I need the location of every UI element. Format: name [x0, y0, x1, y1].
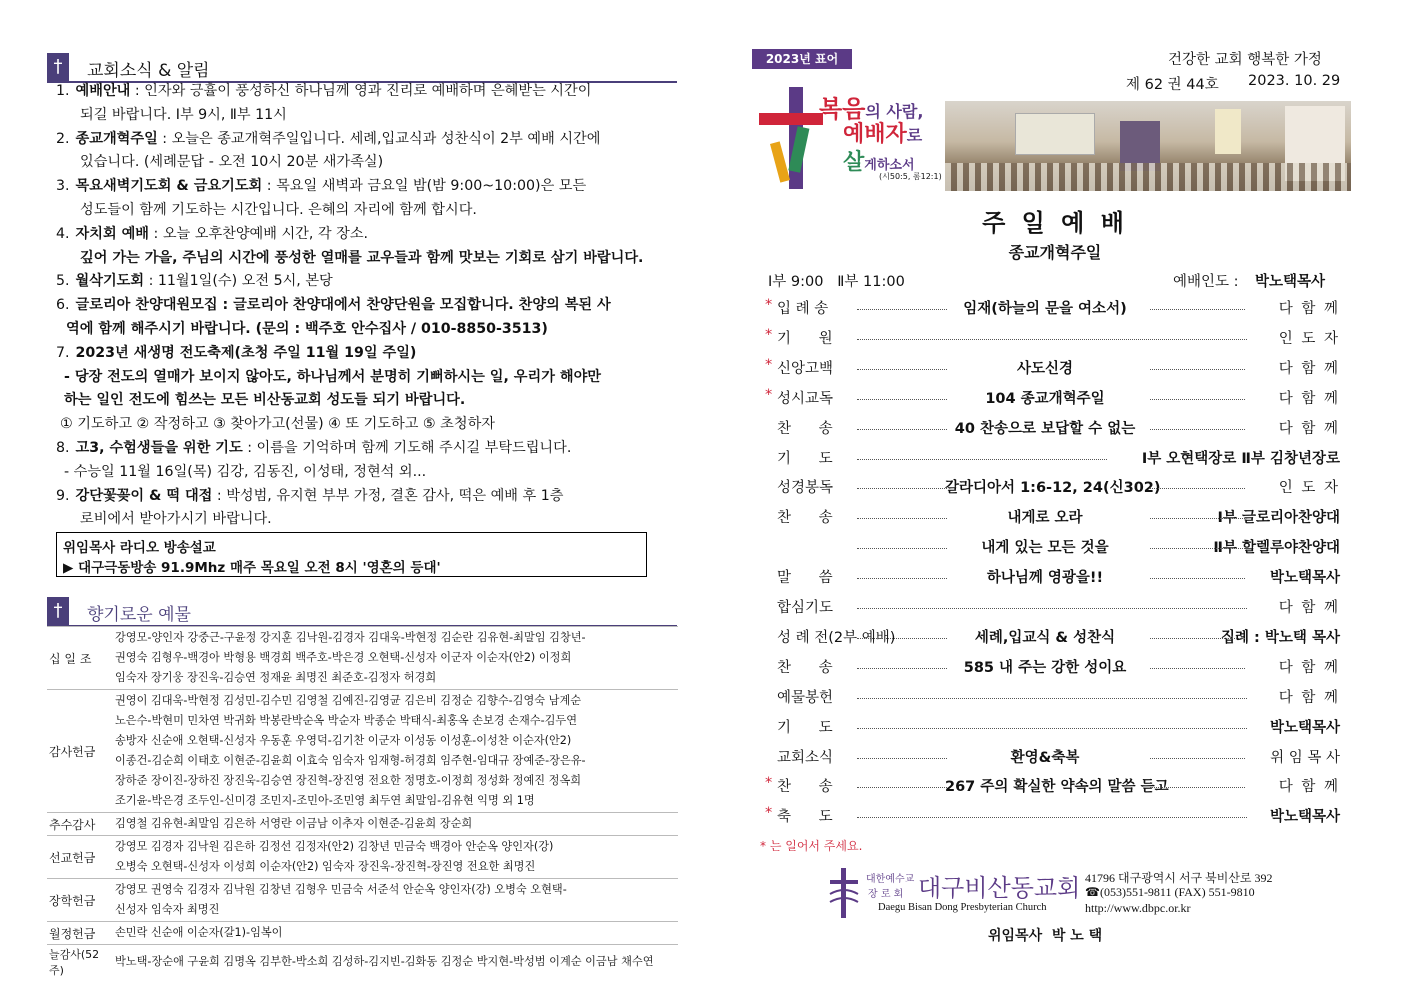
notice-text: : 목요일 새벽과 금요일 밤(밤 9:00~10:00)은 모든: [262, 178, 587, 195]
order-who: 집례 : 박노택 목사: [1221, 629, 1340, 646]
offering-row: [47, 836, 678, 879]
offering-name-line: 노은수-박현미 민차연 박귀화 박봉란박순옥 박순자 박종순 박태식-최홍옥 손보경 손재수-김두연: [115, 714, 578, 727]
stand-mark: *: [765, 297, 773, 313]
order-who: Ⅱ부 할렐루야찬양대: [1213, 540, 1340, 557]
offering-name-line: 권영이 김대욱-박현정 김성민-김수민 김영철 김예진-김영균 김은비 김정순 김향수-김영숙 남계순: [115, 694, 582, 707]
order-content: 267 주의 확실한 약속의 말씀 듣고: [945, 779, 1169, 796]
denomination-2: 장 로 회: [868, 889, 904, 900]
dot-leader: [857, 369, 947, 370]
order-row: [765, 686, 1340, 712]
order-row: [765, 297, 1340, 323]
order-who: 박노택목사: [1269, 719, 1340, 736]
church-phone: ☎(053)551-9811 (FAX) 551-9810: [1085, 885, 1255, 899]
notice-item: [50, 128, 680, 176]
order-row: [765, 775, 1340, 801]
notice-title: 글로리아 찬양대원모집 : 글로리아 찬양대에서 찬양단원을 모집합니다. 찬양의 복된 사: [75, 297, 611, 314]
notice-line: [50, 342, 680, 366]
notice-text: ① 기도하고 ② 작정하고 ③ 찾아가고(선물) ④ 또 기도하고 ⑤ 초청하자: [60, 416, 495, 433]
notice-title: 2023년 새생명 전도축제(초청 주일 11월 19일 주일): [75, 344, 417, 361]
stand-mark: *: [765, 775, 773, 792]
notice-text: 성도들이 함께 기도하는 시간입니다. 은혜의 자리에 함께 합시다.: [80, 201, 477, 218]
offering-name-line: 강영모-양인자 강중근-구윤정 강지훈 김낙원-김경자 김대욱-박현정 김순란 김유현-최말임 김창년-: [115, 631, 586, 644]
notice-item: [50, 437, 680, 485]
order-who: 다 함 께: [1278, 301, 1340, 317]
offering-name-line: 임숙자 장기웅 장진욱-김승연 정재윤 최명진 최준호-김정자 허경희: [115, 671, 437, 684]
order-row: [765, 447, 1340, 473]
order-who: 인 도 자: [1278, 330, 1340, 347]
notice-text: 있습니다. (세례문답 - 오전 10시 20분 새가족실): [80, 154, 384, 171]
notice-text: - 당장 전도의 열매가 보이지 않아도, 하나님께서 분명히 기뻐하시는 일, 우리가 해야만: [64, 368, 601, 385]
denomination-1: 대한예수교: [866, 874, 915, 885]
notice-title: 목요새벽기도회 & 금요기도회: [75, 178, 263, 195]
dot-leader: [1150, 429, 1245, 430]
order-row: [765, 566, 1340, 592]
order-item: 말 씀: [777, 570, 833, 587]
offering-names: [113, 690, 678, 813]
notice-number: 3.: [56, 178, 70, 195]
order-item: 신앙고백: [777, 360, 834, 377]
order-item: 찬 송: [777, 420, 833, 437]
offering-names: [113, 627, 678, 690]
order-row: [765, 387, 1340, 413]
cross-icon: †: [47, 53, 69, 81]
notice-title: 예배안내: [75, 83, 131, 99]
church-name: 대구비산동교회: [918, 874, 1081, 902]
notice-number: 1.: [56, 83, 70, 99]
dot-leader: [1150, 578, 1245, 579]
dot-leader: [857, 309, 947, 310]
notice-title: 종교개혁주일: [75, 130, 158, 147]
offerings-header: [47, 597, 677, 627]
offering-name-line: 김영철 김유현-최말임 김은하 서영란 이금남 이추자 이현준-김윤희 장순희: [115, 817, 473, 830]
dot-leader: [857, 787, 947, 788]
service-times-row: [765, 270, 1340, 296]
order-content: 40 찬송으로 보답할 수 없는: [954, 420, 1136, 437]
church-logo-icon: [826, 868, 862, 918]
offering-label: 늘감사(52주): [47, 945, 113, 980]
order-row: [765, 805, 1340, 831]
dot-leader: [857, 518, 947, 519]
year-motto-tag: 2023년 표어: [752, 49, 852, 69]
senior-pastor: 위임목사 박 노 택: [988, 928, 1103, 944]
offering-names: [113, 813, 678, 836]
slogan: 건강한 교회 행복한 가정: [1168, 52, 1322, 68]
offering-name-line: 이종건-김순희 이태호 이현준-김윤희 이효숙 임숙자 임재형-허경희 임주현-임대규 장예준-장은유-: [115, 754, 586, 767]
order-content: 하나님께 영광을!!: [986, 570, 1104, 587]
notice-number: 4.: [56, 225, 70, 242]
offering-row: [47, 690, 678, 813]
order-row: [765, 746, 1340, 772]
order-item: 기 도: [777, 450, 833, 467]
offering-name-line: 강영모 권영숙 김경자 김낙원 김창년 김형우 민금숙 서준석 안순옥 양인자(강) 오병숙 오현택-: [115, 883, 567, 896]
dot-leader: [857, 608, 1247, 609]
notice-item: [50, 294, 680, 342]
standing-note: * 는 일어서 주세요.: [760, 839, 863, 853]
order-item: 예물봉헌: [777, 689, 834, 706]
notice-item: [50, 485, 680, 533]
notice-item: [50, 80, 680, 128]
notice-item: [50, 270, 680, 294]
dot-leader: [857, 429, 947, 430]
order-content: 세례,입교식 & 성찬식: [974, 629, 1116, 646]
offering-row: [47, 922, 678, 945]
stand-mark: *: [765, 386, 773, 403]
service-times: Ⅰ부 9:00 Ⅱ부 11:00: [768, 274, 905, 290]
cross-icon: †: [47, 597, 69, 625]
order-row: [765, 476, 1340, 502]
offering-name-line: 조기윤-박은경 조두인-신미경 조민지-조민아-조민영 최두연 최말임-김유현 익명 외 1명: [115, 794, 535, 807]
notice-text: 하는 일인 전도에 힘쓰는 모든 비산동교회 성도들 되기 바랍니다.: [64, 392, 466, 409]
issue-date: 2023. 10. 29: [1248, 73, 1341, 89]
radio-sermon-box: [56, 532, 647, 577]
order-who: 다 함 께: [1278, 689, 1340, 706]
notice-text: 로비에서 받아가시기 바랍니다.: [80, 511, 272, 528]
radio-title: 위임목사 라디오 방송설교: [63, 540, 216, 556]
notice-number: 2.: [56, 130, 70, 147]
dot-leader: [857, 488, 947, 489]
order-content: 환영&축복: [1010, 749, 1080, 766]
offering-name-line: 오병숙 오현택-신성자 이성희 이순자(안2) 임숙자 장진욱-장진혁-장진영 전요한 최명진: [115, 860, 536, 873]
order-who: 다 함 께: [1278, 659, 1340, 676]
offering-name-line: 손민락 신순애 이순자(갈1)-임복이: [115, 926, 283, 939]
notice-number: 7.: [56, 344, 70, 361]
notice-line: [50, 175, 680, 199]
offering-names: [113, 945, 678, 980]
offering-name-line: 강영모 김경자 김낙원 김은하 김정선 김정자(안2) 김창년 민금숙 백경아 안순옥 양인자(강): [115, 840, 554, 853]
notice-text: : 11월1일(수) 오전 5시, 본당: [144, 273, 333, 290]
order-item: 찬 송: [777, 659, 833, 676]
notice-text: 깊어 가는 가을, 주님의 시간에 풍성한 열매를 교우들과 함께 맛보는 기회로 삼기 바랍니다.: [80, 249, 644, 266]
offering-name-line: 권영숙 김형우-백경아 박형용 백경희 백주호-박은경 오현택-신성자 이군자 이순자(안2) 이정희: [115, 651, 572, 664]
radio-info: ▶ 대구극동방송 91.9Mhz 매주 목요일 오전 8시 '영혼의 등대': [63, 560, 441, 576]
dot-leader: [1150, 638, 1245, 639]
notice-line: [50, 485, 680, 509]
section-title: 교회소식 & 알림: [87, 61, 210, 81]
order-item: 입 례 송: [777, 301, 829, 317]
offerings-table: [47, 626, 678, 979]
order-content: 사도신경: [1016, 360, 1074, 377]
dot-leader: [1150, 309, 1245, 310]
offering-row: [47, 627, 678, 690]
order-who: 다 함 께: [1278, 779, 1340, 796]
notice-title: 자치회 예배: [75, 225, 150, 242]
notice-text: : 오늘 오후찬양예배 시간, 각 장소.: [149, 225, 369, 242]
order-row: [765, 716, 1340, 742]
offering-label: 십 일 조: [47, 627, 113, 690]
offering-row: [47, 945, 678, 980]
order-who: Ⅰ부 오현택장로 Ⅱ부 김창년장로: [1141, 450, 1340, 467]
dot-leader: [857, 459, 1107, 460]
dot-leader: [857, 548, 947, 549]
order-who: 다 함 께: [1278, 390, 1340, 407]
dot-leader: [1150, 548, 1245, 549]
order-item: 합심기도: [777, 600, 834, 616]
section-title: 향기로운 예물: [87, 605, 191, 625]
order-item: 성경봉독: [777, 480, 834, 497]
dot-leader: [1150, 369, 1245, 370]
offering-names: [113, 836, 678, 879]
order-item: 기 원: [777, 330, 833, 347]
order-content: 내게 있는 모든 것을: [981, 540, 1109, 557]
order-item: 찬 송: [777, 779, 833, 796]
offering-label: 추수감사: [47, 813, 113, 836]
offering-name-line: 박노택-장순애 구윤희 김명옥 김부한-박소희 김성하-김지빈-김화동 김정순 박지현-박성범 이계순 이금남 채수연: [115, 955, 654, 968]
notice-title: 고3, 수험생들을 위한 기도: [75, 439, 243, 456]
offering-label: 월정헌금: [47, 922, 113, 945]
order-row: [765, 536, 1340, 562]
dot-leader: [857, 578, 947, 579]
order-who: Ⅰ부 글로리아찬양대: [1217, 510, 1340, 527]
notices-header: [47, 53, 677, 83]
offering-names: [113, 922, 678, 945]
dot-leader: [857, 339, 1247, 340]
stand-mark: *: [765, 326, 773, 343]
stand-mark: *: [765, 356, 773, 373]
notice-line: [50, 437, 680, 461]
notice-text: 역에 함께 해주시기 바랍니다. (문의 : 백주호 안수집사 / 010-8850-3513): [66, 320, 548, 337]
church-name-en: Daegu Bisan Dong Presbyterian Church: [878, 902, 1047, 913]
order-item: 축 도: [777, 809, 833, 826]
leader-label: 예배인도 :: [1173, 274, 1239, 290]
order-row: [765, 626, 1340, 652]
offering-label: 감사헌금: [47, 690, 113, 813]
notice-item: [50, 175, 680, 223]
notice-title: 월삭기도회: [75, 273, 145, 290]
notice-title: 강단꽃꽂이 & 떡 대접: [75, 487, 213, 504]
notice-text: 되길 바랍니다. Ⅰ부 9시, Ⅱ부 11시: [80, 106, 287, 123]
notice-text: - 수능일 11월 16일(목) 김강, 김동진, 이성태, 정현석 외...: [64, 463, 427, 480]
dot-leader: [1150, 488, 1245, 489]
dot-leader: [857, 817, 1247, 818]
motto-logo: 복음의 사람, 예배자로 살게하소서 (시50:5, 롬12:1): [757, 87, 942, 192]
notice-text: : 이름을 기억하며 함께 기도해 주시길 부탁드립니다.: [242, 439, 572, 456]
order-item: 찬 송: [777, 510, 833, 527]
notice-text: : 인자와 긍휼이 풍성하신 하나님께 영과 진리로 예배하며 은혜받는 시간이: [130, 83, 592, 99]
dot-leader: [857, 728, 1247, 729]
notice-number: 6.: [56, 297, 70, 314]
offering-row: [47, 813, 678, 836]
issue-number: 제 62 권 44호: [1126, 77, 1219, 93]
order-item: 기 도: [777, 719, 833, 736]
order-item: 교회소식: [777, 749, 834, 766]
offering-row: [47, 879, 678, 922]
church-address: 41796 대구광역시 서구 북비산로 392: [1085, 871, 1273, 885]
dot-leader: [1150, 518, 1245, 519]
order-content: 갈라디아서 1:6-12, 24(신302): [945, 480, 1161, 497]
offering-name-line: 송방자 신순애 오현택-신성자 우동훈 우영덕-김기찬 이군자 이성동 이성훈-이성찬 이순자(안2): [115, 734, 572, 747]
notice-line: [50, 223, 680, 247]
offering-label: 장학헌금: [47, 879, 113, 922]
order-item: 성시교독: [777, 390, 834, 407]
offering-name-line: 신성자 임숙자 최명진: [115, 903, 220, 916]
order-row: [765, 417, 1340, 443]
offering-name-line: 장하준 장이진-장하진 장진욱-김승연 장진혁-장진영 전요한 정명호-이정희 정성화 정예진 정옥희: [115, 774, 582, 787]
notice-number: 5.: [56, 273, 70, 290]
dot-leader: [1150, 758, 1245, 759]
notice-text: : 오늘은 종교개혁주일입니다. 세례,입교식과 성찬식이 2부 예배 시간에: [157, 130, 601, 147]
notice-item: [50, 223, 680, 271]
order-who: 박노택목사: [1269, 570, 1340, 587]
notice-line: [50, 80, 680, 104]
order-content: 임재(하늘의 문을 여소서): [963, 301, 1127, 317]
dot-leader: [857, 758, 947, 759]
dot-leader: [1150, 668, 1245, 669]
order-content: 585 내 주는 강한 성이요: [963, 659, 1127, 676]
notice-line: [50, 294, 680, 318]
order-content: 104 종교개혁주일: [985, 390, 1105, 407]
dot-leader: [857, 698, 1247, 699]
order-who: 다 함 께: [1278, 360, 1340, 377]
offering-names: [113, 879, 678, 922]
order-content: 내게로 오라: [1007, 510, 1083, 527]
leader-name: 박노택목사: [1255, 274, 1326, 290]
order-row: [765, 506, 1340, 532]
offering-label: 선교헌금: [47, 836, 113, 879]
stand-mark: *: [765, 805, 773, 822]
order-row: [765, 596, 1340, 622]
notice-line: [50, 128, 680, 152]
notice-text: : 박성범, 유지현 부부 가정, 결혼 감사, 떡은 예배 후 1층: [212, 487, 564, 504]
order-row: [765, 656, 1340, 682]
notice-number: 9.: [56, 487, 70, 504]
church-url[interactable]: http://www.dbpc.or.kr: [1085, 901, 1191, 915]
order-who: 위 임 목 사: [1270, 749, 1340, 766]
notice-number: 8.: [56, 439, 70, 456]
order-who: 다 함 께: [1278, 420, 1340, 437]
order-who: 박노택목사: [1269, 809, 1340, 826]
dot-leader: [857, 638, 947, 639]
worship-title: 주 일 예 배: [982, 209, 1128, 237]
dot-leader: [1150, 399, 1245, 400]
dot-leader: [857, 668, 947, 669]
notice-item: [50, 342, 680, 437]
order-who: 다 함 께: [1278, 600, 1340, 616]
dot-leader: [857, 399, 947, 400]
order-row: [765, 357, 1340, 383]
notices-list: [50, 80, 680, 532]
dot-leader: [1150, 787, 1245, 788]
notice-line: [50, 270, 680, 294]
order-row: [765, 327, 1340, 353]
worship-subtitle: 종교개혁주일: [1008, 243, 1102, 262]
order-item: 성 례 전(2부 예배): [777, 629, 896, 646]
sanctuary-photo: [945, 101, 1351, 191]
order-who: 인 도 자: [1278, 480, 1340, 497]
